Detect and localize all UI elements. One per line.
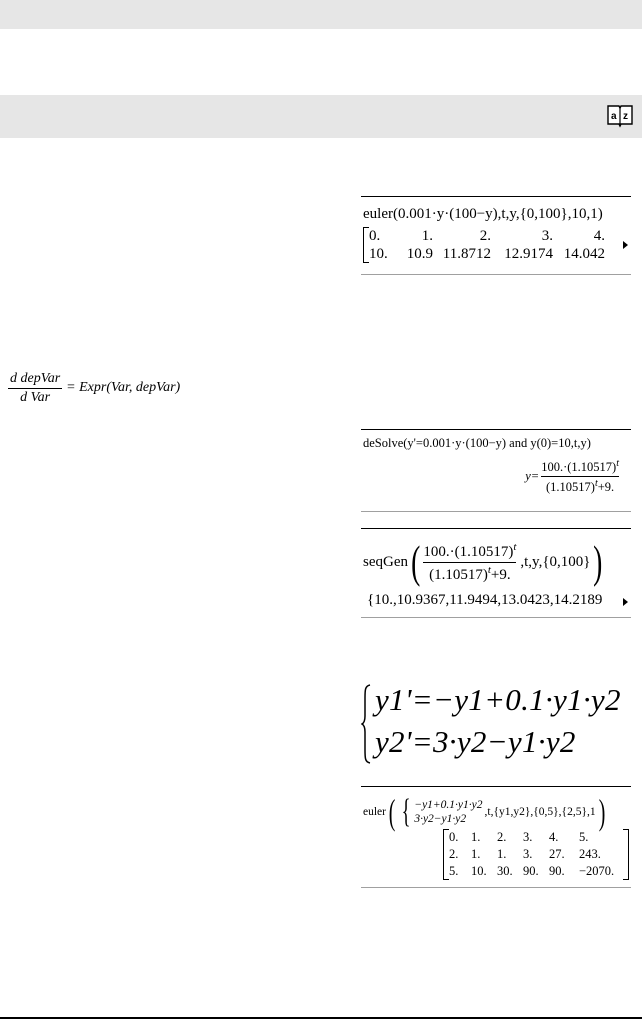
euler-example-bottom-rule [361, 274, 631, 275]
result-lhs: y= [525, 469, 540, 484]
matrix-cell: 0. [369, 228, 381, 244]
numerator-exponent: t [513, 540, 517, 553]
denominator-tail: +9. [597, 480, 615, 495]
svg-text:a: a [611, 111, 617, 122]
derivative-fraction [8, 371, 62, 406]
matrix-cell: 4. [593, 228, 605, 244]
matrix-cell: 2. [497, 830, 507, 844]
numerator-text: 100.·(1.10517) [541, 460, 617, 475]
matrix-cell: 11.8712 [442, 246, 491, 262]
euler-system-args: ,t,{y1,y2},{0,5},{2,5},1 [484, 806, 596, 818]
fraction-bar [8, 388, 62, 389]
matrix-cell: 30. [497, 864, 513, 878]
matrix-cell: 1. [471, 847, 481, 861]
desolve-example [361, 429, 631, 512]
numerator-exponent: t [616, 458, 619, 469]
formula-rhs: = Expr(Var, depVar) [66, 380, 181, 395]
denominator-text: (1.10517) [546, 480, 595, 495]
equation-system [361, 680, 641, 770]
denominator-tail: +9. [490, 566, 511, 583]
matrix-cell: 90. [549, 864, 565, 878]
euler-command: euler(0.001·y·(100−y),t,y,{0,100},10,1) [363, 206, 603, 222]
matrix-cell: 3. [523, 847, 533, 861]
seqgen-denominator [429, 564, 511, 584]
euler-example [361, 196, 631, 275]
catalog-book-icon[interactable] [606, 102, 634, 128]
matrix-cell: 5. [449, 864, 459, 878]
desolve-command: deSolve(y'=0.001·y·(100−y) and y(0)=10,t,y) [363, 436, 591, 450]
right-paren: ) [598, 792, 605, 832]
matrix-cell: 3. [523, 830, 533, 844]
left-brace: { [401, 793, 411, 830]
equation-stack [414, 798, 482, 826]
matrix-cell: −2070. [579, 864, 615, 878]
matrix-cell: 10. [471, 864, 487, 878]
matrix-cell: 5. [579, 830, 589, 844]
stack-equation-1: −y1+0.1·y1·y2 [414, 799, 483, 811]
left-paren: ( [388, 792, 396, 832]
seqgen-numerator [423, 541, 516, 561]
seqgen-command [363, 536, 606, 587]
matrix-cell: 10. [369, 246, 388, 262]
matrix-row [369, 227, 609, 245]
euler-system-matrix [443, 829, 629, 880]
right-paren: ) [593, 536, 603, 587]
result-numerator [541, 458, 619, 475]
euler-result-matrix [363, 227, 619, 263]
numerator-text: 100.·(1.10517) [423, 543, 514, 560]
fraction-bar [423, 562, 516, 563]
matrix-cell: 14.042 [563, 246, 605, 262]
result-denominator [546, 478, 614, 495]
left-paren: ( [411, 536, 421, 587]
matrix-cell: 90. [523, 864, 539, 878]
seqgen-fraction [423, 541, 516, 584]
svg-text:z: z [623, 111, 628, 122]
fraction-numerator: d depVar [10, 370, 61, 386]
denominator-exponent: t [594, 478, 598, 490]
matrix-cell: 2. [449, 847, 459, 861]
matrix-row [449, 846, 623, 863]
differential-equation-formula [8, 365, 180, 411]
matrix-cell: 27. [549, 847, 565, 861]
scroll-right-arrow-icon[interactable] [623, 241, 628, 249]
matrix-cell: 2. [479, 228, 491, 244]
matrix-row [449, 829, 623, 846]
top-header-band [0, 0, 642, 29]
desolve-result [525, 458, 623, 495]
denominator-exponent: t [487, 563, 491, 576]
scroll-right-arrow-icon[interactable] [623, 598, 628, 606]
seqgen-example [361, 528, 631, 618]
fraction-bar [541, 476, 619, 477]
system-equation-1: y1'=−y1+0.1·y1·y2 [375, 682, 621, 717]
matrix-cell: 243. [579, 847, 601, 861]
matrix-cell: 1. [497, 847, 507, 861]
denominator-text: (1.10517) [429, 566, 488, 583]
seqgen-func: seqGen [363, 553, 408, 570]
stack-equation-2: 3·y2−y1·y2 [414, 813, 467, 825]
matrix-cell: 10.9 [406, 246, 433, 262]
seqgen-args: ,t,y,{0,100} [520, 553, 591, 570]
matrix-cell: 4. [549, 830, 559, 844]
matrix-row [449, 863, 623, 880]
euler-system-command [363, 794, 608, 830]
matrix-cell: 12.9174 [504, 246, 553, 262]
euler-system-example [361, 786, 631, 888]
euler-func: euler [363, 806, 386, 818]
matrix-cell: 1. [471, 830, 481, 844]
seqgen-result: {10.,10.9367,11.9494,13.0423,14.2189 [367, 592, 603, 608]
section-header-band [0, 95, 642, 138]
system-equation-2: y2'=3·y2−y1·y2 [375, 724, 576, 759]
fraction-denominator: d Var [20, 389, 51, 405]
matrix-cell: 0. [449, 830, 459, 844]
matrix-cell: 3. [541, 228, 553, 244]
matrix-cell: 1. [421, 228, 433, 244]
matrix-row [369, 245, 609, 263]
left-brace-icon [361, 684, 371, 764]
result-fraction [541, 458, 619, 495]
